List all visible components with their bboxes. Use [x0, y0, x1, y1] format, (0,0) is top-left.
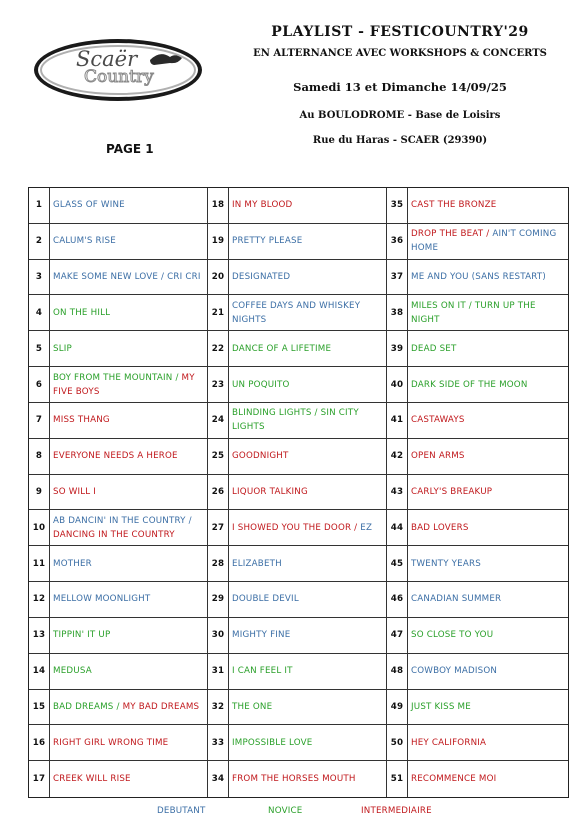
track-number: 29: [208, 582, 229, 618]
track-number: 40: [387, 367, 408, 403]
track-number: 36: [387, 224, 408, 260]
track-title: [229, 295, 387, 331]
track-title: [50, 224, 208, 260]
dance-intermediaire: CARLY'S BREAKUP: [411, 486, 493, 497]
track-title: [50, 439, 208, 475]
track-number: 33: [208, 725, 229, 761]
track-title: [229, 725, 387, 761]
track-number: 48: [387, 654, 408, 690]
track-title: [50, 260, 208, 296]
track-number: 1: [29, 188, 50, 224]
track-title: [229, 260, 387, 296]
track-number: 30: [208, 618, 229, 654]
track-number: 5: [29, 331, 50, 367]
track-number: 23: [208, 367, 229, 403]
dance-debutant: CALUM'S RISE: [53, 236, 116, 247]
track-number: 51: [387, 761, 408, 797]
scaer-country-logo: [32, 37, 204, 103]
track-number: 35: [387, 188, 408, 224]
dance-novice: BLINDING LIGHTS / SIN CITY LIGHTS: [232, 408, 359, 433]
track-title: [229, 439, 387, 475]
track-title: [408, 439, 568, 475]
track-number: 26: [208, 475, 229, 511]
dance-debutant: ME AND YOU (SANS RESTART): [411, 272, 546, 283]
track-number: 39: [387, 331, 408, 367]
track-title: [229, 331, 387, 367]
event-place: Au BOULODROME - Base de Loisirs: [299, 110, 501, 121]
event-address: Rue du Haras - SCAER (29390): [312, 135, 488, 146]
track-number: 11: [29, 546, 50, 582]
track-title: [50, 188, 208, 224]
dance-debutant: PRETTY PLEASE: [232, 236, 303, 247]
track-number: 43: [387, 475, 408, 511]
dance-debutant: DESIGNATED: [232, 272, 291, 283]
dance-intermediaire: LIQUOR TALKING: [232, 486, 308, 497]
track-number: 46: [387, 582, 408, 618]
track-number: 8: [29, 439, 50, 475]
track-title: [408, 618, 568, 654]
track-number: 24: [208, 403, 229, 439]
legend-intermediaire: INTERMEDIAIRE: [361, 806, 432, 816]
event-date: Samedi 13 et Dimanche 14/09/25: [293, 80, 507, 94]
dance-debutant: COWBOY MADISON: [411, 666, 498, 677]
track-title: [229, 475, 387, 511]
track-title: [229, 403, 387, 439]
dance-intermediaire: FROM THE HORSES MOUTH: [232, 774, 356, 785]
playlist-title: PLAYLIST - FESTICOUNTRY'29: [271, 24, 529, 40]
track-number: 12: [29, 582, 50, 618]
track-title: [50, 761, 208, 797]
dance-intermediaire: IN MY BLOOD: [232, 200, 293, 211]
track-title: [229, 582, 387, 618]
dance-intermediaire: CASTAWAYS: [411, 415, 465, 426]
track-number: 47: [387, 618, 408, 654]
dance-novice: BOY FROM THE MOUNTAIN /: [53, 372, 182, 383]
dance-intermediaire: SO WILL I: [53, 486, 97, 497]
dance-intermediaire: DROP THE BEAT /: [411, 229, 493, 240]
track-number: 27: [208, 510, 229, 546]
track-title: [229, 546, 387, 582]
track-number: 45: [387, 546, 408, 582]
track-number: 10: [29, 510, 50, 546]
track-title: [408, 403, 568, 439]
track-number: 4: [29, 295, 50, 331]
track-number: 15: [29, 690, 50, 726]
dance-debutant: EZ: [360, 522, 373, 533]
track-number: 18: [208, 188, 229, 224]
dance-novice: MEDUSA: [53, 666, 92, 677]
track-title: [229, 224, 387, 260]
track-title: [50, 582, 208, 618]
track-title: [408, 367, 568, 403]
track-number: 16: [29, 725, 50, 761]
dance-intermediaire: HEY CALIFORNIA: [411, 737, 487, 748]
dance-intermediaire: RECOMMENCE MOI: [411, 774, 497, 785]
dance-intermediaire: BAD LOVERS: [411, 522, 469, 533]
track-title: [408, 725, 568, 761]
track-number: 42: [387, 439, 408, 475]
dance-intermediaire: CREEK WILL RISE: [53, 774, 131, 785]
dance-intermediaire: GOODNIGHT: [232, 451, 289, 462]
track-number: 25: [208, 439, 229, 475]
dance-novice: ON THE HILL: [53, 307, 111, 318]
track-title: [229, 188, 387, 224]
track-title: [50, 654, 208, 690]
dance-novice: DARK SIDE OF THE MOON: [411, 379, 528, 390]
track-title: [50, 475, 208, 511]
track-title: [50, 295, 208, 331]
dance-novice: SLIP: [53, 343, 72, 354]
dance-intermediaire: MY FIVE BOYS: [53, 372, 195, 397]
dance-novice: BAD DREAMS /: [53, 701, 123, 712]
dance-novice: TIPPIN' IT UP: [53, 630, 111, 641]
dance-debutant: MELLOW MOONLIGHT: [53, 594, 151, 605]
dance-novice: THE ONE: [232, 701, 273, 712]
track-title: [408, 654, 568, 690]
dance-intermediaire: RIGHT GIRL WRONG TIME: [53, 737, 169, 748]
dance-intermediaire: OPEN ARMS: [411, 451, 465, 462]
dance-novice: I CAN FEEL IT: [232, 666, 293, 677]
dance-intermediaire: DANCING IN THE COUNTRY: [53, 529, 175, 540]
track-number: 32: [208, 690, 229, 726]
track-title: [408, 331, 568, 367]
track-number: 13: [29, 618, 50, 654]
track-title: [408, 188, 568, 224]
track-title: [408, 260, 568, 296]
track-title: [229, 618, 387, 654]
track-number: 37: [387, 260, 408, 296]
dance-debutant: CANADIAN SUMMER: [411, 594, 502, 605]
track-number: 49: [387, 690, 408, 726]
dance-novice: SO CLOSE TO YOU: [411, 630, 494, 641]
track-title: [408, 546, 568, 582]
dance-debutant: MIGHTY FINE: [232, 630, 291, 641]
dance-intermediaire: MY BAD DREAMS: [122, 701, 200, 712]
track-title: [50, 725, 208, 761]
dance-novice: DEAD SET: [411, 343, 457, 354]
track-number: 28: [208, 546, 229, 582]
track-number: 31: [208, 654, 229, 690]
dance-debutant: TWENTY YEARS: [411, 558, 481, 569]
track-number: 9: [29, 475, 50, 511]
track-title: [50, 403, 208, 439]
track-number: 14: [29, 654, 50, 690]
dance-intermediaire: CAST THE BRONZE: [411, 200, 497, 211]
playlist-table: [28, 187, 569, 798]
track-title: [229, 690, 387, 726]
track-title: [408, 224, 568, 260]
dance-debutant: COFFEE DAYS AND WHISKEY NIGHTS: [232, 300, 361, 325]
track-number: 7: [29, 403, 50, 439]
dance-debutant: AB DANCIN' IN THE COUNTRY /: [53, 515, 192, 526]
track-title: [229, 761, 387, 797]
track-title: [408, 761, 568, 797]
track-number: 44: [387, 510, 408, 546]
track-number: 19: [208, 224, 229, 260]
dance-debutant: ELIZABETH: [232, 558, 282, 569]
logo-text-line2: Country: [84, 67, 154, 87]
track-title: [408, 475, 568, 511]
dance-debutant: GLASS OF WINE: [53, 200, 125, 211]
track-title: [408, 295, 568, 331]
dance-novice: UN POQUITO: [232, 379, 290, 390]
track-title: [50, 546, 208, 582]
track-title: [50, 618, 208, 654]
track-title: [50, 690, 208, 726]
dance-debutant: AIN'T COMING HOME: [411, 229, 557, 254]
track-title: [229, 367, 387, 403]
legend-novice: NOVICE: [268, 806, 303, 816]
track-number: 22: [208, 331, 229, 367]
track-title: [50, 367, 208, 403]
track-number: 34: [208, 761, 229, 797]
dance-novice: IMPOSSIBLE LOVE: [232, 737, 313, 748]
legend-debutant: DEBUTANT: [157, 806, 206, 816]
playlist-subtitle: EN ALTERNANCE AVEC WORKSHOPS & CONCERTS: [253, 48, 547, 59]
track-number: 21: [208, 295, 229, 331]
track-title: [50, 510, 208, 546]
dance-novice: MILES ON IT / TURN UP THE NIGHT: [411, 300, 536, 325]
track-number: 41: [387, 403, 408, 439]
track-number: 50: [387, 725, 408, 761]
track-number: 2: [29, 224, 50, 260]
dance-intermediaire: I SHOWED YOU THE DOOR /: [232, 522, 361, 533]
dance-novice: JUST KISS ME: [411, 701, 471, 712]
dance-debutant: MOTHER: [53, 558, 92, 569]
page-label: PAGE 1: [106, 142, 154, 156]
dance-intermediaire: MISS THANG: [53, 415, 110, 426]
track-number: 17: [29, 761, 50, 797]
track-number: 3: [29, 260, 50, 296]
dance-novice: DANCE OF A LIFETIME: [232, 343, 332, 354]
track-title: [408, 582, 568, 618]
track-title: [408, 690, 568, 726]
track-number: 6: [29, 367, 50, 403]
track-title: [229, 654, 387, 690]
track-title: [50, 331, 208, 367]
dance-debutant: MAKE SOME NEW LOVE / CRI CRI: [53, 272, 201, 283]
dance-intermediaire: EVERYONE NEEDS A HEROE: [53, 451, 178, 462]
track-title: [229, 510, 387, 546]
track-number: 20: [208, 260, 229, 296]
track-title: [408, 510, 568, 546]
logo-text-line1: Scaër: [76, 47, 138, 71]
dance-debutant: DOUBLE DEVIL: [232, 594, 299, 605]
track-number: 38: [387, 295, 408, 331]
